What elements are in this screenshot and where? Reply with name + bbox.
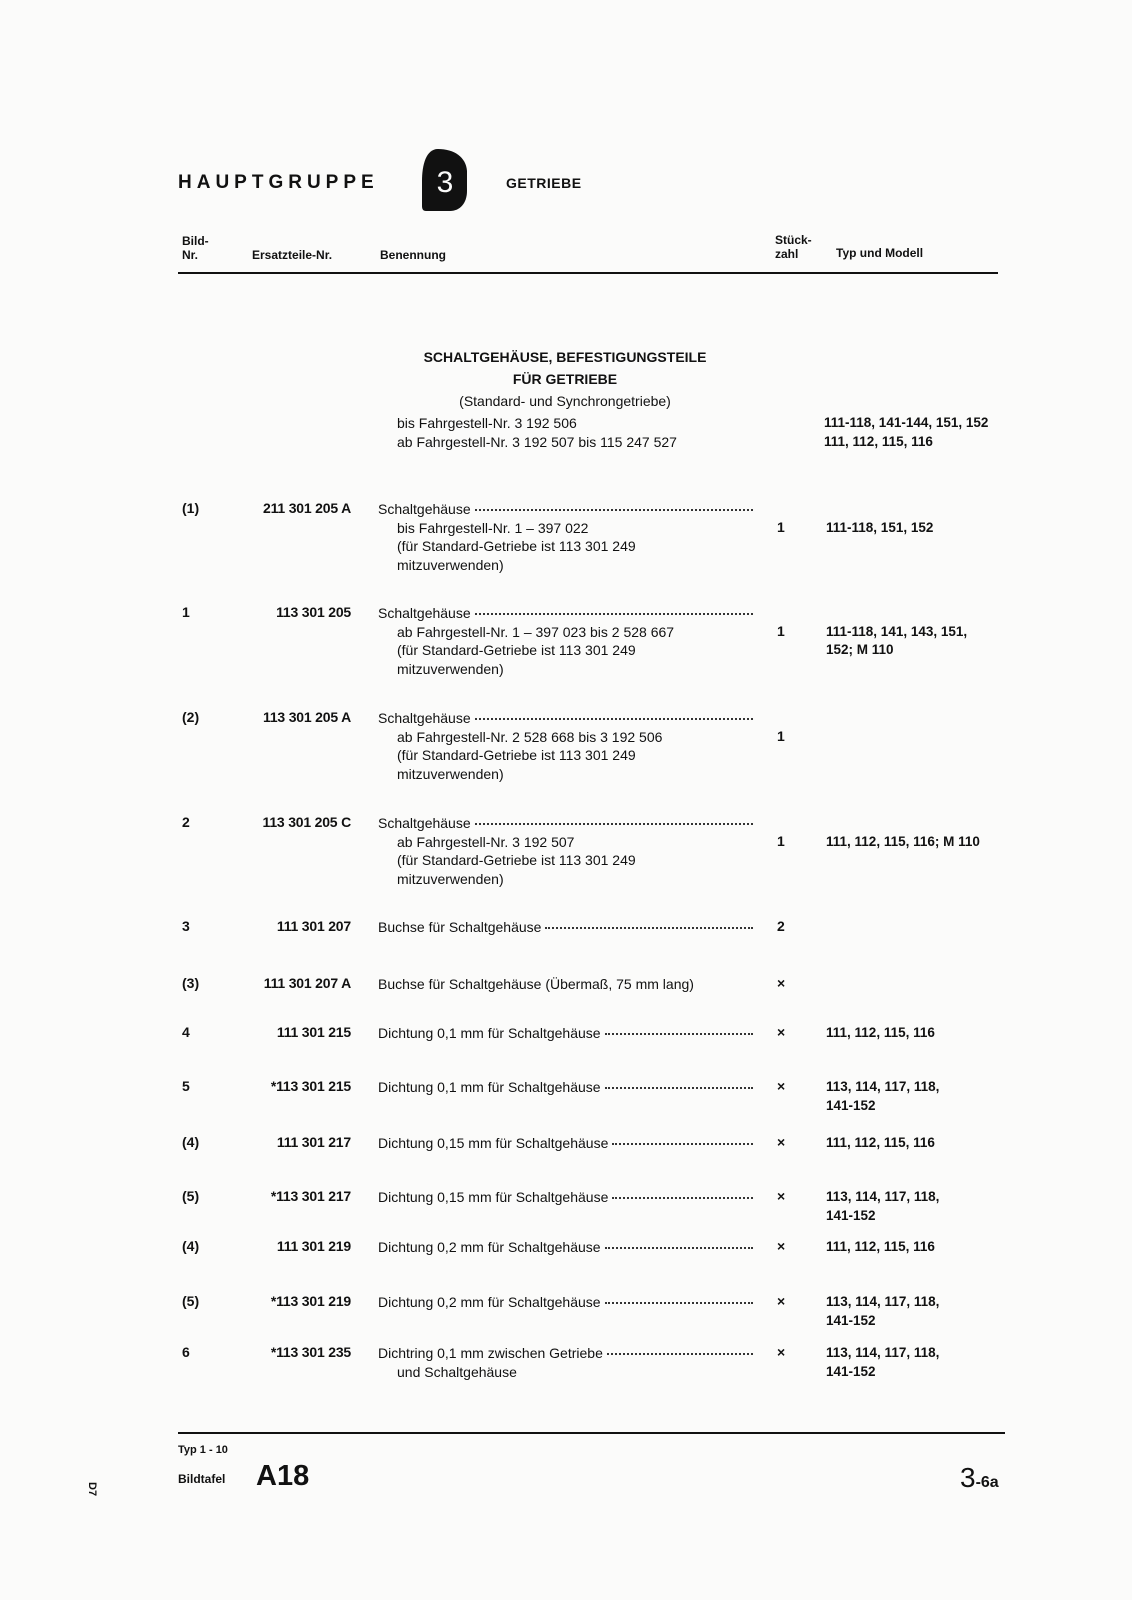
part-quantity: × bbox=[777, 1134, 786, 1150]
part-typ-modell bbox=[826, 1134, 935, 1153]
leader-dots bbox=[605, 1086, 753, 1089]
part-quantity: × bbox=[777, 975, 786, 991]
part-quantity: 1 bbox=[777, 832, 785, 849]
part-typ-line: 111, 112, 115, 116 bbox=[826, 1135, 935, 1150]
part-name: Schaltgehäuse bbox=[378, 501, 471, 517]
part-benennung bbox=[378, 1188, 753, 1207]
part-detail-line: (für Standard-Getriebe ist 113 301 249 bbox=[397, 538, 636, 554]
leader-dots bbox=[607, 1352, 753, 1355]
part-name: Dichtung 0,1 mm für Schaltgehäuse bbox=[378, 1079, 601, 1095]
column-header-ersatzteile: Ersatzteile-Nr. bbox=[252, 248, 333, 262]
part-quantity: 1 bbox=[777, 518, 785, 535]
part-detail-line: bis Fahrgestell-Nr. 1 – 397 022 bbox=[397, 519, 589, 536]
part-bild-nr: 5 bbox=[182, 1078, 190, 1094]
leader-dots bbox=[605, 1301, 753, 1304]
part-benennung bbox=[378, 1078, 753, 1097]
part-benennung bbox=[378, 1344, 753, 1381]
leader-dots bbox=[475, 508, 753, 511]
part-typ-modell bbox=[826, 1078, 939, 1115]
part-bild-nr: 3 bbox=[182, 918, 190, 934]
column-header-typ: Typ und Modell bbox=[836, 246, 924, 260]
part-typ-line: 141-152 bbox=[826, 1363, 876, 1379]
section-range-1-typ: 111-118, 141-144, 151, 152 bbox=[824, 415, 989, 430]
section-range-2: ab Fahrgestell-Nr. 3 192 507 bis 115 247 527 bbox=[397, 434, 677, 450]
part-typ-line: 111-118, 151, 152 bbox=[826, 519, 934, 535]
part-typ-modell bbox=[826, 1024, 935, 1043]
part-ersatzteil-nr: 211 301 205 A bbox=[263, 500, 351, 516]
group-number: 3 bbox=[436, 166, 454, 199]
part-ersatzteil-nr: 113 301 205 C bbox=[262, 814, 351, 830]
part-ersatzteil-nr: 111 301 215 bbox=[276, 1024, 351, 1040]
part-typ-modell bbox=[826, 1344, 939, 1381]
group-name: GETRIEBE bbox=[506, 175, 582, 191]
part-ersatzteil-nr: *113 301 219 bbox=[270, 1293, 351, 1309]
part-typ-modell bbox=[826, 1188, 939, 1225]
part-detail-line: (für Standard-Getriebe ist 113 301 249 bbox=[397, 747, 636, 763]
part-benennung bbox=[378, 604, 753, 678]
part-name: Schaltgehäuse bbox=[378, 710, 471, 726]
leader-dots bbox=[612, 1196, 753, 1199]
part-ersatzteil-nr: 113 301 205 A bbox=[263, 709, 351, 725]
part-quantity: 1 bbox=[777, 622, 785, 639]
part-typ-modell bbox=[826, 623, 967, 660]
part-ersatzteil-nr: 111 301 217 bbox=[276, 1134, 351, 1150]
part-typ-line: 111-118, 141, 143, 151, bbox=[826, 623, 968, 639]
margin-code: D7 bbox=[86, 1482, 98, 1497]
part-ersatzteil-nr: *113 301 215 bbox=[270, 1078, 351, 1094]
part-detail-line: mitzuverwenden) bbox=[397, 870, 504, 887]
part-detail-line: (für Standard-Getriebe ist 113 301 249 bbox=[397, 852, 636, 868]
part-ersatzteil-nr: 111 301 219 bbox=[276, 1238, 351, 1254]
part-detail-line: und Schaltgehäuse bbox=[397, 1363, 517, 1380]
part-benennung bbox=[378, 918, 753, 937]
part-quantity: × bbox=[777, 1344, 786, 1360]
section-subtitle: (Standard- und Synchrongetriebe) bbox=[459, 393, 671, 409]
part-bild-nr: 4 bbox=[182, 1024, 190, 1040]
footer-bildtafel-number: A18 bbox=[256, 1460, 310, 1492]
part-bild-nr: (2) bbox=[182, 709, 200, 725]
part-quantity: × bbox=[777, 1238, 786, 1254]
part-ersatzteil-nr: 111 301 207 A bbox=[263, 975, 351, 991]
part-typ-line: 111, 112, 115, 116; M 110 bbox=[826, 833, 980, 849]
leader-dots bbox=[605, 1032, 753, 1035]
group-badge-shape bbox=[420, 147, 470, 213]
part-bild-nr: (1) bbox=[182, 500, 200, 516]
part-typ-modell bbox=[826, 1238, 935, 1257]
part-typ-line: 152; M 110 bbox=[826, 642, 894, 657]
leader-dots bbox=[475, 717, 753, 720]
footer-typ: Typ 1 - 10 bbox=[178, 1444, 228, 1456]
header-divider bbox=[178, 272, 998, 274]
part-name: Schaltgehäuse bbox=[378, 605, 471, 621]
part-bild-nr: (4) bbox=[182, 1238, 200, 1254]
part-typ-line: 141-152 bbox=[826, 1097, 876, 1113]
part-benennung bbox=[378, 1238, 753, 1257]
part-typ-line: 113, 114, 117, 118, bbox=[826, 1294, 940, 1309]
part-quantity: 1 bbox=[777, 727, 785, 744]
column-header-benennung: Benennung bbox=[380, 248, 446, 262]
part-name: Buchse für Schaltgehäuse (Übermaß, 75 mm lang) bbox=[378, 976, 694, 992]
part-detail-line: mitzuverwenden) bbox=[397, 765, 504, 782]
leader-dots bbox=[475, 612, 753, 615]
part-ersatzteil-nr: 113 301 205 bbox=[276, 604, 351, 620]
part-benennung bbox=[378, 975, 753, 994]
part-typ-line: 111, 112, 115, 116 bbox=[826, 1025, 935, 1040]
section-range-1: bis Fahrgestell-Nr. 3 192 506 bbox=[397, 415, 577, 431]
part-name: Schaltgehäuse bbox=[378, 815, 471, 831]
part-detail-line: ab Fahrgestell-Nr. 1 – 397 023 bis 2 528 667 bbox=[397, 623, 675, 640]
part-detail-line: ab Fahrgestell-Nr. 3 192 507 bbox=[397, 833, 575, 850]
part-quantity: × bbox=[777, 1024, 786, 1040]
section-title-line2: FÜR GETRIEBE bbox=[512, 371, 618, 387]
hauptgruppe-label: HAUPTGRUPPE bbox=[178, 172, 379, 193]
part-quantity: × bbox=[777, 1188, 786, 1204]
part-detail-line: mitzuverwenden) bbox=[397, 660, 504, 677]
part-ersatzteil-nr: 111 301 207 bbox=[276, 918, 351, 934]
part-typ-line: 113, 114, 117, 118, bbox=[826, 1345, 940, 1360]
leader-dots bbox=[545, 926, 753, 929]
part-benennung bbox=[378, 1293, 753, 1312]
part-bild-nr: (3) bbox=[182, 975, 200, 991]
part-typ-modell bbox=[826, 1293, 939, 1330]
part-quantity: 2 bbox=[777, 918, 785, 934]
part-benennung bbox=[378, 814, 753, 888]
part-typ-line: 113, 114, 117, 118, bbox=[826, 1079, 940, 1094]
part-name: Buchse für Schaltgehäuse bbox=[378, 919, 542, 935]
part-typ-modell bbox=[826, 519, 933, 538]
leader-dots bbox=[605, 1246, 753, 1249]
part-detail-line: ab Fahrgestell-Nr. 2 528 668 bis 3 192 506 bbox=[397, 728, 663, 745]
part-quantity: × bbox=[777, 1078, 786, 1094]
part-bild-nr: (4) bbox=[182, 1134, 200, 1150]
part-name: Dichtung 0,2 mm für Schaltgehäuse bbox=[378, 1294, 601, 1310]
column-header-stueckzahl: Stück- zahl bbox=[775, 233, 812, 261]
part-typ-line: 111, 112, 115, 116 bbox=[826, 1239, 935, 1254]
part-typ-line: 141-152 bbox=[826, 1312, 876, 1328]
part-name: Dichtung 0,2 mm für Schaltgehäuse bbox=[378, 1239, 601, 1255]
column-header-bild: Bild- Nr. bbox=[182, 234, 209, 262]
section-range-2-typ: 111, 112, 115, 116 bbox=[824, 434, 933, 449]
part-bild-nr: 6 bbox=[182, 1344, 190, 1360]
page-number: 3-6a bbox=[960, 1462, 999, 1493]
group-number-badge bbox=[420, 147, 470, 213]
part-detail-line: (für Standard-Getriebe ist 113 301 249 bbox=[397, 642, 636, 658]
part-typ-line: 113, 114, 117, 118, bbox=[826, 1189, 940, 1204]
part-bild-nr: 1 bbox=[182, 604, 190, 620]
part-typ-modell bbox=[826, 833, 980, 852]
part-benennung bbox=[378, 1024, 753, 1043]
part-name: Dichtung 0,1 mm für Schaltgehäuse bbox=[378, 1025, 601, 1041]
part-bild-nr: (5) bbox=[182, 1188, 200, 1204]
part-detail-line: mitzuverwenden) bbox=[397, 556, 504, 573]
section-title-line1: SCHALTGEHÄUSE, BEFESTIGUNGSTEILE bbox=[423, 349, 707, 365]
part-name: Dichtung 0,15 mm für Schaltgehäuse bbox=[378, 1189, 609, 1205]
footer-divider bbox=[178, 1432, 1005, 1434]
leader-dots bbox=[475, 822, 753, 825]
part-bild-nr: 2 bbox=[182, 814, 190, 830]
part-benennung bbox=[378, 1134, 753, 1153]
part-name: Dichtring 0,1 mm zwischen Getriebe bbox=[378, 1345, 603, 1361]
part-ersatzteil-nr: *113 301 217 bbox=[270, 1188, 351, 1204]
part-bild-nr: (5) bbox=[182, 1293, 200, 1309]
part-ersatzteil-nr: *113 301 235 bbox=[270, 1344, 351, 1360]
part-benennung bbox=[378, 709, 753, 783]
leader-dots bbox=[612, 1142, 753, 1145]
part-benennung bbox=[378, 500, 753, 574]
part-typ-line: 141-152 bbox=[826, 1207, 876, 1223]
part-quantity: × bbox=[777, 1293, 786, 1309]
part-name: Dichtung 0,15 mm für Schaltgehäuse bbox=[378, 1135, 609, 1151]
footer-bildtafel-label: Bildtafel bbox=[178, 1472, 226, 1486]
